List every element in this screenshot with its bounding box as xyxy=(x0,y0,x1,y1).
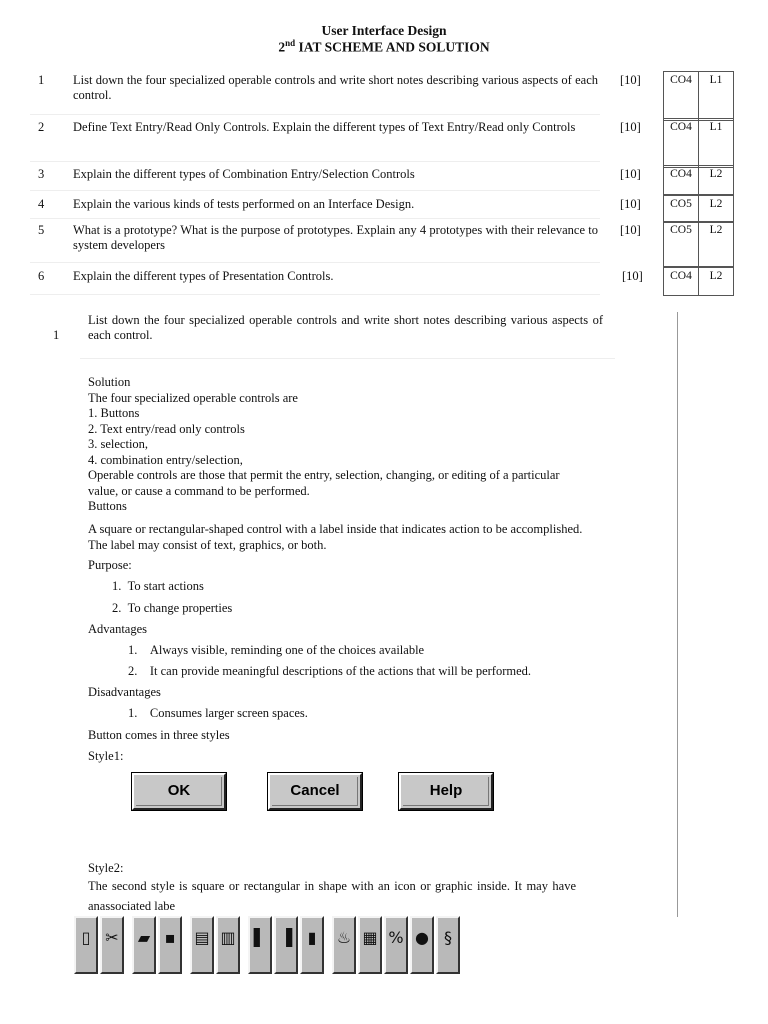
exam-sup: nd xyxy=(285,38,296,48)
question-text: Explain the various kinds of tests performed on an Interface Design. xyxy=(73,197,415,211)
styles-intro: Button comes in three styles xyxy=(88,728,230,742)
control-item: 2. Text entry/read only controls xyxy=(88,421,245,436)
bloom-level: L1 xyxy=(709,74,723,86)
icon-button-toolbar xyxy=(74,916,462,976)
operable-description: Operable controls are those that permit the entry, selection, changing, or editing of a particular value, or cause a command to be performed. xyxy=(88,468,560,498)
purpose-item xyxy=(112,579,204,595)
control-item: 3. selection, xyxy=(88,437,149,451)
advantage-item xyxy=(128,664,531,680)
co-code: CO4 xyxy=(664,72,699,120)
question-marks: [10] xyxy=(620,197,641,211)
question-number: 3 xyxy=(38,167,45,181)
document-subject: User Interface Design xyxy=(321,23,447,38)
row-divider xyxy=(30,190,600,191)
pot-icon[interactable]: ♨ xyxy=(332,916,356,974)
buttons-heading: Buttons xyxy=(88,499,127,513)
question-number: 1 xyxy=(38,73,45,87)
purpose-item xyxy=(112,601,232,617)
item-number: 1. xyxy=(112,579,122,593)
item-number: 1. xyxy=(128,706,138,720)
bloom-level: L2 xyxy=(709,168,723,180)
co-level-box xyxy=(663,165,734,195)
bloom-level: L2 xyxy=(709,224,723,236)
co-code: CO4 xyxy=(664,268,699,295)
list-icon[interactable]: ▥ xyxy=(216,916,240,974)
style2-label: Style2: xyxy=(88,861,124,875)
answer-number: 1 xyxy=(53,328,60,342)
item-text: Always visible, reminding one of the choices available xyxy=(149,643,425,657)
exam-rest: IAT SCHEME AND SOLUTION xyxy=(295,39,490,55)
style1-label: Style1: xyxy=(88,749,124,763)
question-text: What is a prototype? What is the purpose of prototypes. Explain any 4 prototypes with their relevance to system developers xyxy=(73,223,598,252)
question-number: 6 xyxy=(38,269,45,283)
row-divider xyxy=(30,218,600,219)
grid-icon[interactable]: ▦ xyxy=(358,916,382,974)
row-divider xyxy=(30,294,600,295)
co-level-box xyxy=(663,195,734,223)
question-text: List down the four specialized operable controls and write short notes describing various aspects of each control. xyxy=(73,73,598,102)
co-level-box xyxy=(663,118,734,168)
control-item: 4. combination entry/selection, xyxy=(88,452,243,467)
ok-button-label: OK xyxy=(167,782,191,799)
style2-description: The second style is square or rectangular in shape with an icon or graphic inside. It may have anassociated labe xyxy=(88,879,576,913)
item-number: 2. xyxy=(128,664,138,678)
item-text: To start actions xyxy=(127,579,204,593)
disadvantages-label: Disadvantages xyxy=(88,685,161,699)
question-marks: [10] xyxy=(620,223,641,237)
row-divider xyxy=(30,262,600,263)
question-number: 2 xyxy=(38,120,45,134)
align-center-icon[interactable]: ▐ xyxy=(274,916,298,974)
row-divider xyxy=(30,161,600,162)
question-number: 4 xyxy=(38,197,45,211)
advantage-item xyxy=(128,643,424,659)
help-button-label: Help xyxy=(429,782,463,799)
document-icon[interactable]: ▯ xyxy=(74,916,98,974)
question-text: Explain the different types of Combination Entry/Selection Controls xyxy=(73,167,415,181)
save-icon[interactable]: ▪ xyxy=(158,916,182,974)
answer-question-text: List down the four specialized operable controls and write short notes describing various aspects of each control. xyxy=(88,313,603,342)
co-level-box xyxy=(663,267,734,296)
align-right-icon[interactable]: ▮ xyxy=(300,916,324,974)
item-text: It can provide meaningful descriptions of the actions that will be performed. xyxy=(149,664,532,678)
copy-icon[interactable]: ▰ xyxy=(132,916,156,974)
disadvantage-item xyxy=(128,706,308,722)
item-number: 1. xyxy=(128,643,138,657)
margin-line xyxy=(677,312,678,917)
item-number: 2. xyxy=(112,601,122,615)
list-icon[interactable]: ▤ xyxy=(190,916,214,974)
cancel-button[interactable] xyxy=(268,773,362,810)
bloom-level: L1 xyxy=(709,121,723,133)
link-icon[interactable]: § xyxy=(436,916,460,974)
solution-intro: The four specialized operable controls are xyxy=(88,390,298,405)
ok-button[interactable] xyxy=(132,773,226,810)
row-divider xyxy=(80,358,615,359)
co-code: CO5 xyxy=(664,222,699,266)
question-marks: [10] xyxy=(620,120,641,134)
help-button[interactable] xyxy=(399,773,493,810)
bloom-level: L2 xyxy=(709,198,723,210)
co-code: CO4 xyxy=(664,119,699,167)
question-text: Define Text Entry/Read Only Controls. Explain the different types of Text Entry/Read only Controls xyxy=(73,120,576,134)
row-divider xyxy=(30,114,600,115)
item-text: Consumes larger screen spaces. xyxy=(149,706,308,720)
question-marks: [10] xyxy=(622,269,643,283)
question-marks: [10] xyxy=(620,73,641,87)
advantages-label: Advantages xyxy=(88,622,148,636)
control-item: 1. Buttons xyxy=(88,406,140,420)
question-number: 5 xyxy=(38,223,45,237)
percent-icon[interactable]: % xyxy=(384,916,408,974)
co-level-box xyxy=(663,221,734,267)
document-title xyxy=(0,38,768,56)
solution-block xyxy=(88,375,588,515)
scissors-icon[interactable]: ✂ xyxy=(100,916,124,974)
co-code: CO4 xyxy=(664,166,699,194)
item-text: To change properties xyxy=(127,601,233,615)
question-marks: [10] xyxy=(620,167,641,181)
align-left-icon[interactable]: ▌ xyxy=(248,916,272,974)
exam-prefix: 2 xyxy=(278,39,286,55)
co-level-box xyxy=(663,71,734,121)
co-code: CO5 xyxy=(664,196,699,222)
solution-label: Solution xyxy=(88,375,131,389)
bloom-level: L2 xyxy=(709,270,723,282)
purpose-label: Purpose: xyxy=(88,558,132,572)
buttons-description: A square or rectangular-shaped control with a label inside that indicates action to be accomplished. The label may consist of text, graphics, or both. xyxy=(88,522,583,552)
pin-icon[interactable]: ● xyxy=(410,916,434,974)
question-text: Explain the different types of Presentation Controls. xyxy=(73,269,334,283)
cancel-button-label: Cancel xyxy=(290,782,340,799)
